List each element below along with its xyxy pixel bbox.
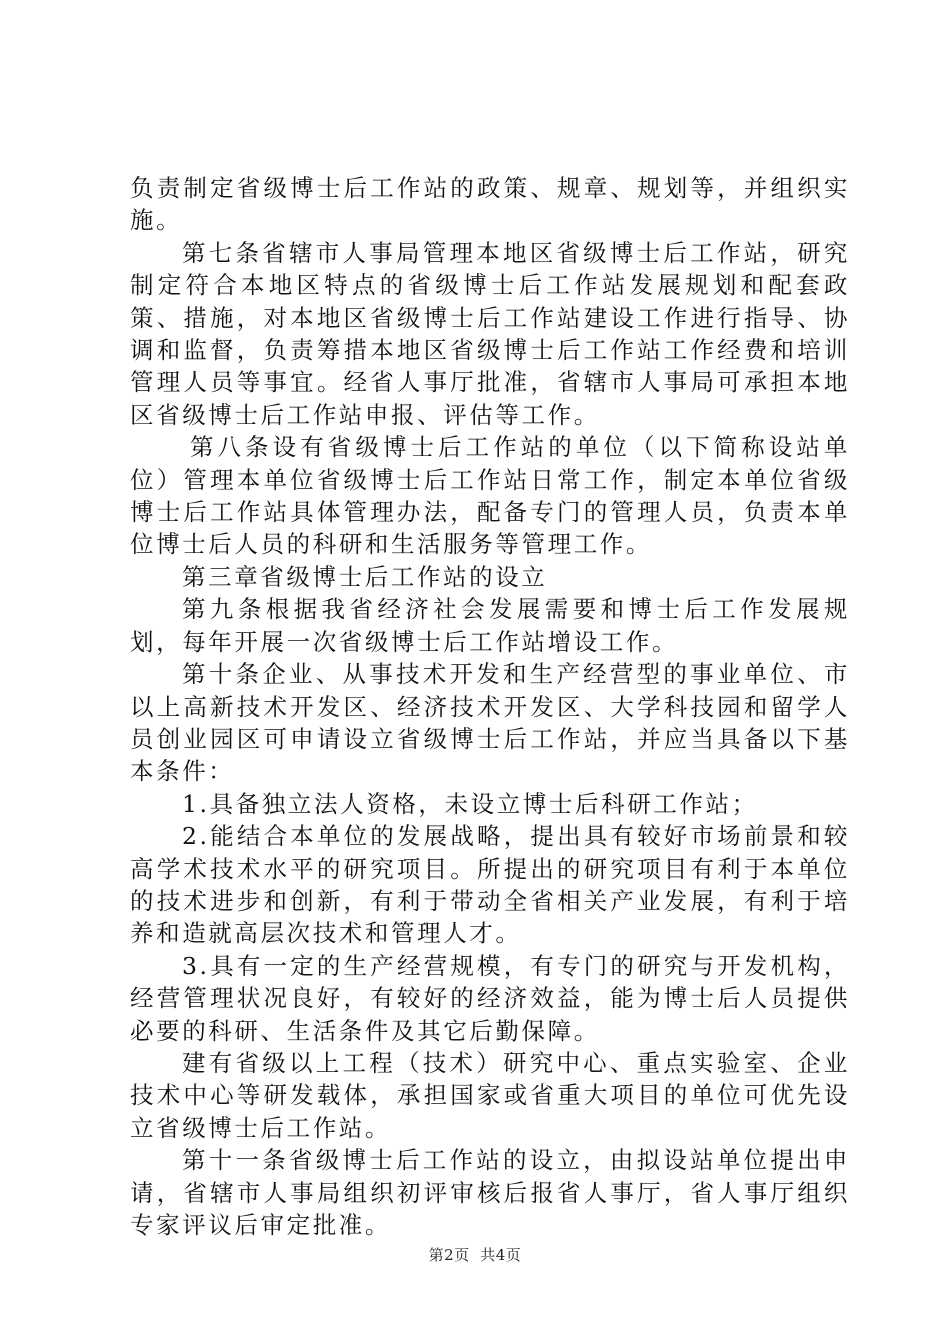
page-total: 共4页 (480, 1246, 522, 1264)
chapter-heading: 第三章省级博士后工作站的设立 (182, 562, 548, 591)
paragraph-article-10: 第十条企业、从事技术开发和生产经营型的事业单位、市以上高新技术开发区、经济技术开发区、大学科技园和留学人员创业园区可申请设立省级博士后工作站，并应当具备以下基本条件： (130, 660, 850, 786)
paragraph-article-9: 第九条根据我省经济社会发展需要和博士后工作发展规划，每年开展一次省级博士后工作站增设工作。 (130, 595, 850, 656)
list-item-condition-3: 3.具有一定的生产经营规模，有专门的研究与开发机构，经营管理状况良好，有较好的经济效益，能为博士后人员提供必要的科研、生活条件及其它后勤保障。 (130, 951, 850, 1045)
paragraph-article-7: 第七条省辖市人事局管理本地区省级博士后工作站，研究制定符合本地区特点的省级博士后工作站发展规划和配套政策、措施，对本地区省级博士后工作站建设工作进行指导、协调和监督，负责筹措本地区省级博士后工作站工作经费和培训管理人员等事宜。经省人事厅批准，省辖市人事局可承担本地区省级博士后工作站申报、评估等工作。 (130, 238, 850, 429)
paragraph-article-8: 第八条设有省级博士后工作站的单位（以下简称设站单位）管理本单位省级博士后工作站日常工作，制定本单位省级博士后工作站具体管理办法，配备专门的管理人员，负责本单位博士后人员的科研和生活服务等管理工作。 (130, 433, 850, 559)
page-number: 第2页 (428, 1246, 470, 1264)
list-item-condition-1: 1.具备独立法人资格，未设立博士后科研工作站； (182, 789, 758, 818)
document-body (130, 172, 850, 1241)
paragraph-article-11: 第十一条省级博士后工作站的设立，由拟设站单位提出申请，省辖市人事局组织初评审核后报省人事厅，省人事厅组织专家评议后审定批准。 (130, 1146, 850, 1239)
list-item-condition-2: 2.能结合本单位的发展战略，提出具有较好市场前景和较高学术技术水平的研究项目。所提出的研究项目有利于本单位的技术进步和创新，有利于带动全省相关产业发展，有利于培养和造就高层次技术和管理人才。 (130, 822, 850, 948)
paragraph-priority-note: 建有省级以上工程（技术）研究中心、重点实验室、企业技术中心等研发载体，承担国家或省重大项目的单位可优先设立省级博士后工作站。 (130, 1048, 850, 1142)
paragraph-continuation: 负责制定省级博士后工作站的政策、规章、规划等，并组织实施。 (130, 174, 850, 235)
page-footer (0, 1244, 950, 1265)
